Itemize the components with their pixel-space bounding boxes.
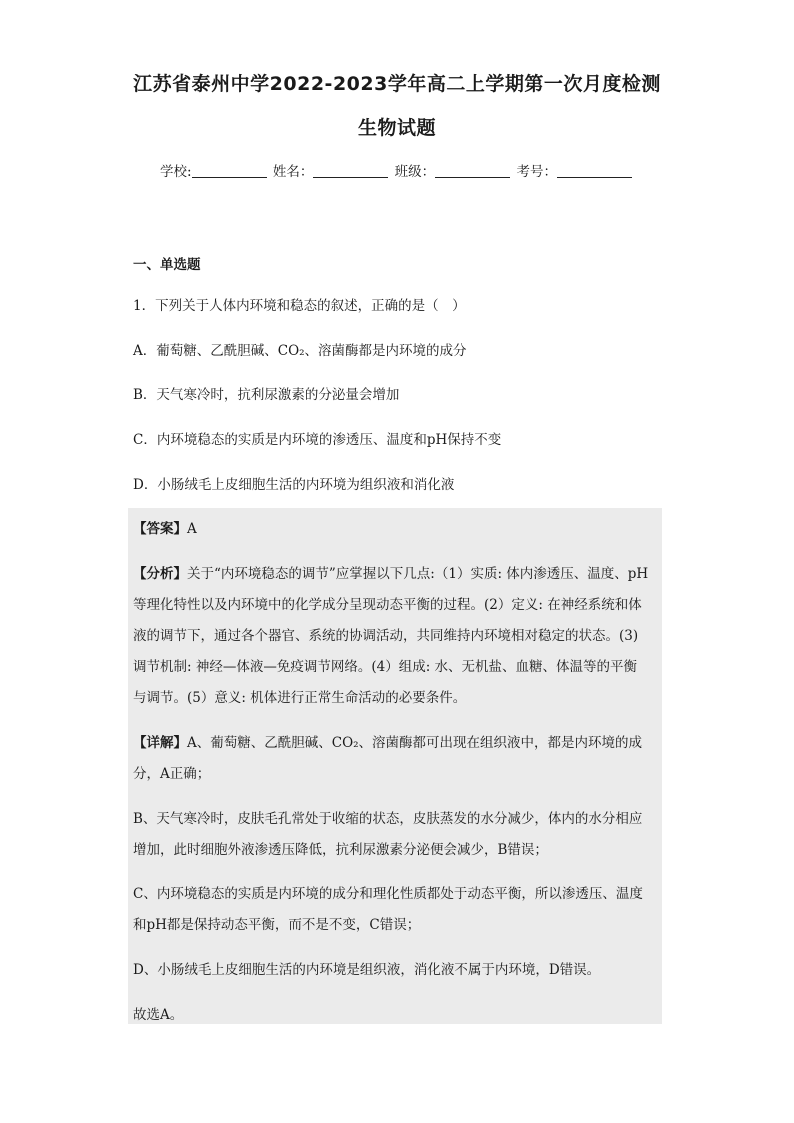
class-label: 班级：	[394, 164, 436, 180]
detail-text: 和pH都是保持动态平衡，而不是不变，C错误；	[133, 917, 421, 933]
school-label: 学校:	[160, 164, 192, 180]
student-info-line	[0, 160, 794, 180]
school-blank[interactable]	[192, 163, 267, 178]
option-c: C．内环境稳态的实质是内环境的渗透压、温度和pH保持不变	[133, 432, 502, 448]
question-stem: 1．下列关于人体内环境和稳态的叙述，正确的是（ ）	[133, 298, 466, 314]
option-a: A．葡萄糖、乙酰胆碱、CO₂、溶菌酶都是内环境的成分	[133, 343, 467, 359]
class-blank[interactable]	[435, 163, 510, 178]
analysis-label: 【分析】	[133, 566, 187, 582]
analysis-text: 与调节。(5）意义: 机体进行正常生命活动的必要条件。	[133, 690, 467, 706]
detail-text: 增加，此时细胞外液渗透压降低，抗利尿激素分泌便会减少，B错误；	[133, 842, 548, 858]
document-title: 江苏省泰州中学2022-2023学年高二上学期第一次月度检测	[133, 73, 661, 95]
answer-line	[133, 517, 197, 537]
section-heading: 一、单选题	[133, 257, 201, 273]
option-b: B．天气寒冷时，抗利尿激素的分泌量会增加	[133, 387, 400, 403]
detail-label: 【详解】	[133, 735, 187, 751]
detail-text: C、内环境稳态的实质是内环境的成分和理化性质都处于动态平衡，所以渗透压、温度	[133, 886, 643, 902]
detail-text: D、小肠绒毛上皮细胞生活的内环境是组织液，消化液不属于内环境，D错误。	[133, 962, 601, 978]
conclusion-text: 故选A。	[133, 1007, 184, 1023]
document-subtitle: 生物试题	[357, 117, 436, 139]
exam-number-label: 考号：	[516, 164, 557, 180]
detail-line	[133, 731, 642, 751]
name-blank[interactable]	[313, 163, 388, 178]
analysis-text: 液的调节下，通过各个器官、系统的协调活动，共同维持内环境相对稳定的状态。(3)	[133, 628, 639, 644]
detail-text: A、葡萄糖、乙酰胆碱、CO₂、溶菌酶都可出现在组织液中，都是内环境的成	[187, 735, 643, 751]
analysis-line	[133, 562, 648, 582]
name-label: 姓名：	[272, 164, 314, 180]
detail-text: B、天气寒冷时，皮肤毛孔常处于收缩的状态，皮肤蒸发的水分减少，体内的水分相应	[133, 811, 643, 827]
detail-text: 分，A正确；	[133, 766, 211, 782]
answer-value: A	[187, 521, 197, 537]
exam-number-blank[interactable]	[557, 163, 632, 178]
analysis-text: 等理化特性以及内环境中的化学成分呈现动态平衡的过程。(2）定义: 在神经系统和体	[133, 597, 642, 613]
answer-label: 【答案】	[133, 521, 187, 537]
option-d: D．小肠绒毛上皮细胞生活的内环境为组织液和消化液	[133, 477, 455, 493]
analysis-text: 关于“内环境稳态的调节”应掌握以下几点:（1）实质: 体内渗透压、温度、pH	[187, 566, 649, 582]
analysis-text: 调节机制: 神经—体液—免疫调节网络。(4）组成: 水、无机盐、血糖、体温等的平衡	[133, 659, 638, 675]
